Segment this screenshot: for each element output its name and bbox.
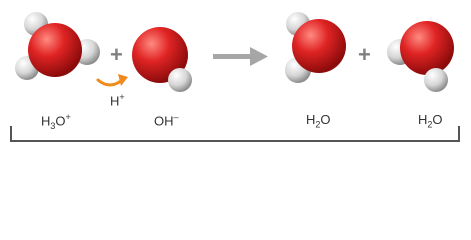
proton-label: H+ <box>110 92 125 109</box>
oxygen-atom <box>28 23 82 77</box>
hydroxide-label: OH– <box>154 112 179 129</box>
oxygen-atom <box>292 19 346 73</box>
proton-transfer-arrow <box>98 74 128 86</box>
water-label-2: $H_2O$ <box>418 112 443 130</box>
oxygen-atom <box>400 21 454 75</box>
plus-sign: + <box>110 42 123 67</box>
plus-sign: + <box>358 42 371 67</box>
reaction-arrow <box>213 47 268 66</box>
hydronium-molecule <box>15 12 100 80</box>
water-molecule-2 <box>387 21 454 92</box>
hydrogen-atom <box>424 68 448 92</box>
hydroxide-molecule <box>132 27 192 92</box>
water-label-1: $H_2O$ <box>306 112 331 130</box>
water-molecule-1 <box>285 12 346 83</box>
hydrogen-atom <box>168 68 192 92</box>
hydronium-label: $H_3O^+$ <box>41 112 71 131</box>
grouping-bracket <box>10 126 460 142</box>
